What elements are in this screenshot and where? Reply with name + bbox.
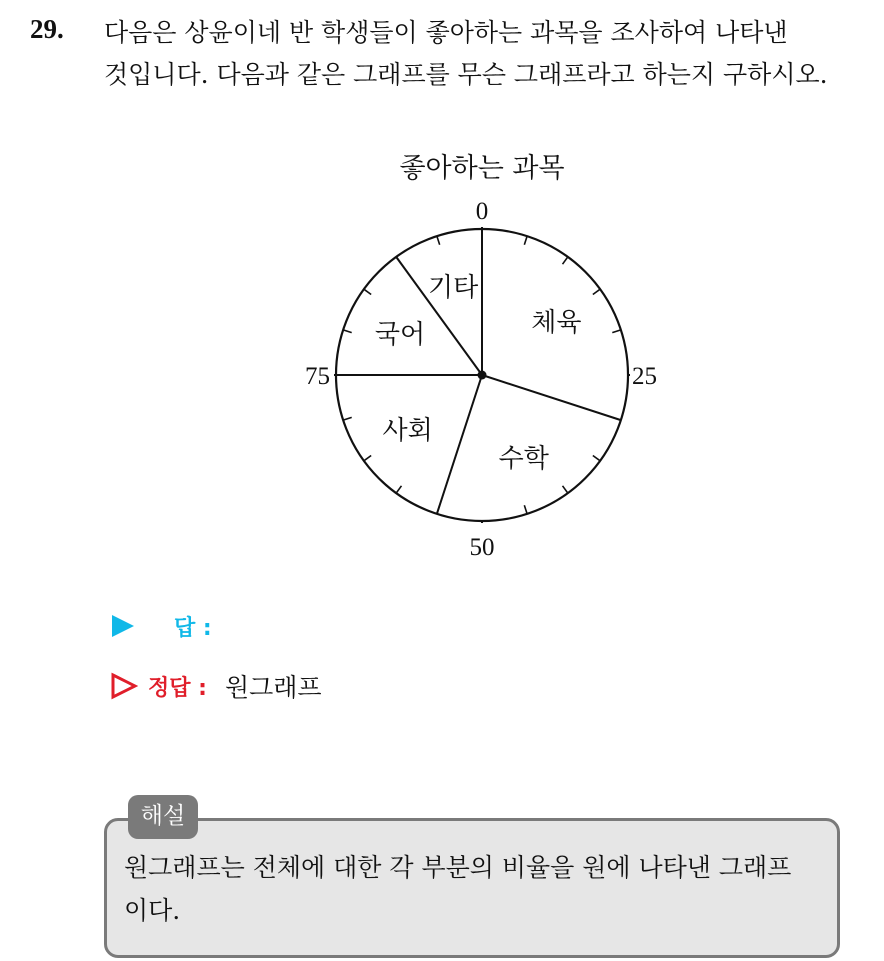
scale-label-50: 50 — [469, 534, 495, 561]
sector-label-1: 수학 — [498, 443, 549, 474]
sector-label-2: 사회 — [382, 416, 433, 447]
correct-answer-row — [110, 666, 322, 706]
question-number: 29. — [30, 14, 64, 44]
pie-center-dot — [478, 371, 487, 380]
question-line-2: 것입니다. 다음과 같은 그래프를 무슨 그래프라고 하는지 구하시오. — [104, 60, 828, 89]
answer-triangle-icon — [110, 613, 136, 639]
sector-label-4: 기타 — [428, 273, 479, 304]
scale-label-75: 75 — [305, 363, 330, 390]
explanation-text — [124, 846, 830, 932]
scale-label-25: 25 — [632, 363, 657, 390]
explanation-tab: 해설 — [128, 795, 198, 839]
sector-label-0: 체육 — [531, 307, 582, 338]
sector-label-3: 국어 — [374, 320, 426, 351]
answer-label: 답 : — [174, 615, 212, 641]
explanation-line-1: 원그래프는 전체에 대한 각 부분의 비율을 원에 나타낸 그래프 — [124, 853, 792, 882]
explanation-line-2: 이다. — [124, 896, 181, 925]
correct-answer-label: 정답 : — [148, 675, 207, 701]
answer-row — [110, 608, 212, 644]
chart-title: 좋아하는 과목 — [399, 153, 565, 184]
correct-answer-value: 원그래프 — [224, 673, 322, 702]
scale-label-0: 0 — [475, 198, 489, 225]
correct-triangle-outline-icon — [110, 672, 138, 700]
question-line-1: 다음은 상윤이네 반 학생들이 좋아하는 과목을 조사하여 나타낸 — [104, 18, 788, 47]
